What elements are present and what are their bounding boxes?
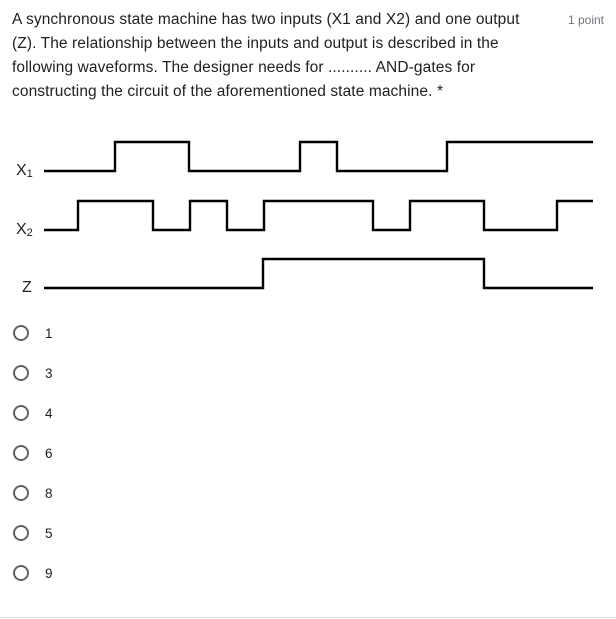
radio-circle-icon[interactable] xyxy=(13,525,29,541)
timing-diagram xyxy=(0,128,616,308)
radio-circle-icon[interactable] xyxy=(13,485,29,501)
waveform-x1 xyxy=(44,142,593,171)
radio-circle-icon[interactable] xyxy=(13,445,29,461)
option-label: 4 xyxy=(45,405,53,421)
divider xyxy=(0,617,616,618)
option-8[interactable] xyxy=(13,478,53,508)
required-asterisk: * xyxy=(436,83,444,100)
option-5[interactable] xyxy=(13,518,53,548)
waveform-x2 xyxy=(44,201,593,230)
question-text xyxy=(12,8,540,104)
option-label: 3 xyxy=(45,365,53,381)
option-6[interactable] xyxy=(13,438,53,468)
radio-circle-icon[interactable] xyxy=(13,365,29,381)
option-label: 5 xyxy=(45,525,53,541)
points-label: 1 point xyxy=(567,13,604,27)
option-label: 8 xyxy=(45,485,53,501)
radio-circle-icon[interactable] xyxy=(13,325,29,341)
question-body: A synchronous state machine has two inputs (X1 and X2) and one output (Z). The relationship between the inputs and output is described in the following waveforms. The designer needs for .......... AND-gates for constructing the circuit of the aforementioned state machine. xyxy=(12,11,520,100)
option-label: 1 xyxy=(45,325,53,341)
waveform-z xyxy=(44,259,593,288)
option-4[interactable] xyxy=(13,398,53,428)
option-3[interactable] xyxy=(13,358,53,388)
waveform-label-x2: $X_2$ xyxy=(16,221,33,239)
waveform-svg xyxy=(0,128,616,308)
option-9[interactable] xyxy=(13,558,53,588)
radio-circle-icon[interactable] xyxy=(13,565,29,581)
option-label: 9 xyxy=(45,565,53,581)
radio-circle-icon[interactable] xyxy=(13,405,29,421)
waveform-label-x1: $X_1$ xyxy=(16,162,33,180)
waveform-label-z: Z xyxy=(22,279,32,296)
option-label: 6 xyxy=(45,445,53,461)
option-1[interactable] xyxy=(13,318,53,348)
